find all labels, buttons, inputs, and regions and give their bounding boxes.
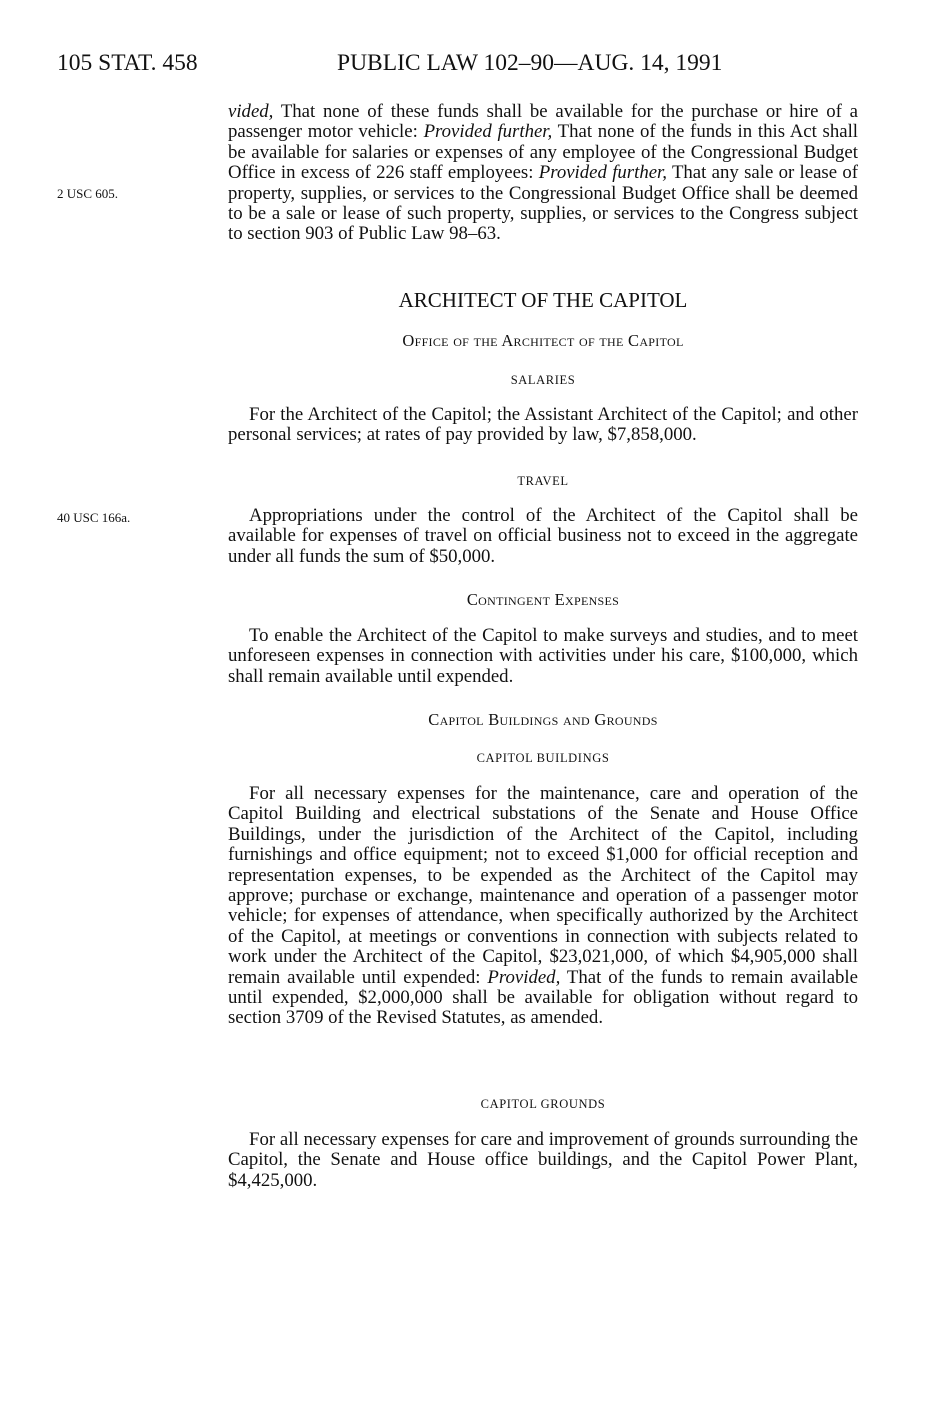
intro-part-6: That any sale or lease of property, supplies, or services to the Congressional Budget Office shall be deemed to be a sale or lease of such property, supplies, or services to the Congress subject to section 903 of Public Law 98–63. xyxy=(228,162,859,245)
salaries-heading: SALARIES xyxy=(510,373,576,387)
intro-part-3: Provided further, xyxy=(423,121,553,143)
travel-heading: TRAVEL xyxy=(517,474,569,488)
stat-reference: 105 STAT. 458 xyxy=(57,50,198,76)
intro-part-4: That none of the funds in this Act shall be available for salaries or expenses of any employee of the Congressional Budget Office in excess of 226 staff employees: xyxy=(228,121,859,184)
law-title: PUBLIC LAW 102–90—AUG. 14, 1991 xyxy=(337,50,723,76)
margin-note-40-usc-166a: 40 USC 166a. xyxy=(57,510,131,525)
capitol-buildings-heading: CAPITOL BUILDINGS xyxy=(476,751,610,765)
contingent-expenses-paragraph: To enable the Architect of the Capitol to make surveys and studies, and to meet unforeseen expenses in connection with activities under his care, $100,000, which shall remain available until expended. xyxy=(228,625,858,687)
capitol-grounds-heading: CAPITOL GROUNDS xyxy=(480,1097,606,1111)
salaries-paragraph: For the Architect of the Capitol; the Assistant Architect of the Capitol; and other personal services; at rates of pay provided by law, $7,858,000. xyxy=(228,404,858,446)
intro-part-1: vided, xyxy=(228,101,274,122)
buildings-grounds-heading: Capitol Buildings and Grounds xyxy=(428,710,658,729)
capitol-buildings-part-1: For all necessary expenses for the maintenance, care and operation of the Capitol Building and electrical substations of the Senate and House Office Buildings, under the jurisdiction of the Architect of the Capitol, including furnishings and office equipment; not to exceed $1,000 for official reception and representation expenses, to be expended as the Architect of the Capitol may approve; purchase or exchange, maintenance and operation of a passenger motor vehicle; for expenses of attendance, when specifically authorized by the Architect of the Capitol, at meetings or conventions in connection with subjects related to work under the Architect of the Capitol, $23,021,000, of which $4,905,000 shall remain available until expended: xyxy=(228,783,858,988)
capitol-buildings-part-2: Provided, xyxy=(487,966,561,988)
intro-paragraph xyxy=(228,102,858,245)
office-heading: Office of the Architect of the Capitol xyxy=(402,331,684,350)
intro-part-5: Provided further, xyxy=(538,162,667,184)
contingent-expenses-heading: Contingent Expenses xyxy=(466,590,620,609)
travel-paragraph: Appropriations under the control of the Architect of the Capitol shall be available for expenses of travel on official business not to exceed in the aggregate under all funds the sum of $50,000. xyxy=(228,505,858,567)
capitol-buildings-paragraph xyxy=(228,784,858,1029)
capitol-buildings-part-3: That of the funds to remain available until expended, $2,000,000 shall be available for obligation without regard to section 3709 of the Revised Statutes, as amended. xyxy=(228,966,858,1029)
page-header xyxy=(47,50,887,90)
architect-heading: ARCHITECT OF THE CAPITOL xyxy=(398,288,688,312)
margin-note-2-usc-605: 2 USC 605. xyxy=(57,186,119,201)
capitol-grounds-paragraph: For all necessary expenses for care and improvement of grounds surrounding the Capitol, the Senate and House office buildings, and the Capitol Power Plant, $4,425,000. xyxy=(228,1129,858,1191)
intro-part-2: That none of these funds shall be available for the purchase or hire of a passenger motor vehicle: xyxy=(228,101,858,143)
